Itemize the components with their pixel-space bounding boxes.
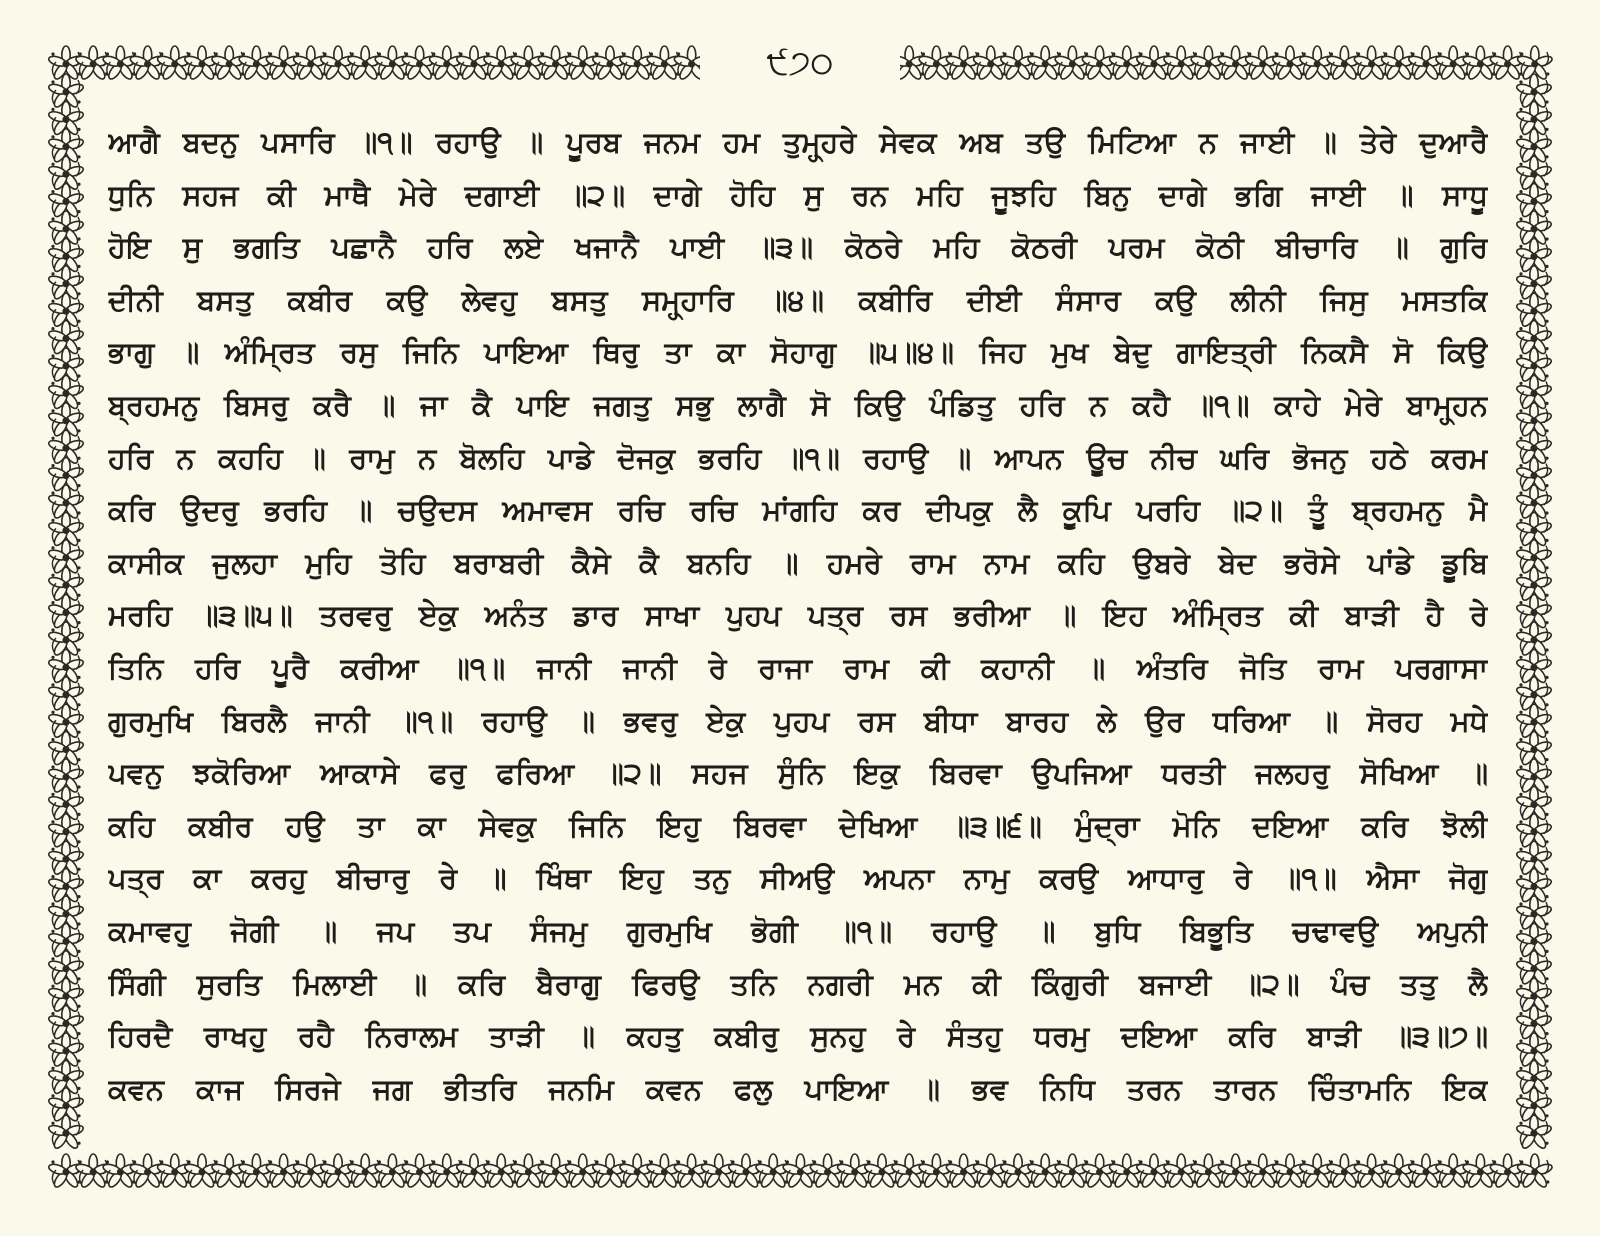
floral-ornament-icon <box>48 1115 85 1150</box>
floral-ornament-icon <box>1516 1154 1553 1189</box>
verse-line: ਬ੍ਰਹਮਨੁ ਬਿਸਰੁ ਕਰੈ ॥ ਜਾ ਕੈ ਪਾਇ ਜਗਤੁ ਸਭੁ ਲਾਗੈ ਸੋ ਕਿਉ ਪੰਡਿਤੁ ਹਰਿ ਨ ਕਹੈ ॥੧॥ ਕਾਹੇ ਮੇਰੇ ਬਾਮ੍ਹ੍ਹਨ <box>108 387 1488 422</box>
verse-line: ਹਰਿ ਨ ਕਹਹਿ ॥ ਰਾਮੁ ਨ ਬੋਲਹਿ ਪਾਡੇ ਦੋਜਕੁ ਭਰਹਿ ॥੧॥ ਰਹਾਉ ॥ ਆਪਨ ਊਚ ਨੀਚ ਘਰਿ ਭੋਜਨੁ ਹਠੇ ਕਰਮ <box>108 440 1488 475</box>
verse-line: ਹੋਇ ਸੁ ਭਗਤਿ ਪਛਾਨੈ ਹਰਿ ਲਏ ਖਜਾਨੈ ਪਾਈ ॥੩॥ ਕੋਠਰੇ ਮਹਿ ਕੋਠਰੀ ਪਰਮ ਕੋਠੀ ਬੀਚਾਰਿ ॥ ਗੁਰਿ <box>108 230 1488 265</box>
verse-line: ਦੀਨੀ ਬਸਤੁ ਕਬੀਰ ਕਉ ਲੇਵਹੁ ਬਸਤੁ ਸਮ੍ਹ੍ਹਾਰਿ ॥੪॥ ਕਬੀਰਿ ਦੀਈ ਸੰਸਾਰ ਕਉ ਲੀਨੀ ਜਿਸੁ ਮਸਤਕਿ <box>108 282 1488 317</box>
verse-line: ਤਿਨਿ ਹਰਿ ਪੂਰੈ ਕਰੀਆ ॥੧॥ ਜਾਨੀ ਜਾਨੀ ਰੇ ਰਾਜਾ ਰਾਮ ਕੀ ਕਹਾਨੀ ॥ ਅੰਤਰਿ ਜੋਤਿ ਰਾਮ ਪਰਗਾਸਾ <box>108 650 1488 685</box>
verse-line: ਕਹਿ ਕਬੀਰ ਹਉ ਤਾ ਕਾ ਸੇਵਕੁ ਜਿਨਿ ਇਹੁ ਬਿਰਵਾ ਦੇਖਿਆ ॥੩॥੬॥ ਮੁੰਦ੍ਰਾ ਮੋਨਿ ਦਇਆ ਕਰਿ ਝੋਲੀ <box>108 808 1488 843</box>
verse-line: ਭਾਗੁ ॥ ਅੰਮ੍ਰਿਤ ਰਸੁ ਜਿਨਿ ਪਾਇਆ ਥਿਰੁ ਤਾ ਕਾ ਸੋਹਾਗੁ ॥੫॥੪॥ ਜਿਹ ਮੁਖ ਬੇਦੁ ਗਾਇਤ੍ਰੀ ਨਿਕਸੈ ਸੋ ਕਿਉ <box>108 335 1488 370</box>
floral-ornament-icon <box>1516 1115 1553 1150</box>
verse-line: ਕਾਸੀਕ ਜੁਲਹਾ ਮੁਹਿ ਤੋਹਿ ਬਰਾਬਰੀ ਕੈਸੇ ਕੈ ਬਨਹਿ ॥ ਹਮਰੇ ਰਾਮ ਨਾਮ ਕਹਿ ਉਬਰੇ ਬੇਦ ਭਰੋਸੇ ਪਾਂਡੇ ਡੂਬਿ <box>108 545 1488 580</box>
verse-line: ਕਮਾਵਹੁ ਜੋਗੀ ॥ ਜਪ ਤਪ ਸੰਜਮੁ ਗੁਰਮੁਖਿ ਭੋਗੀ ॥੧॥ ਰਹਾਉ ॥ ਬੁਧਿ ਬਿਭੂਤਿ ਚਢਾਵਉ ਅਪੁਨੀ <box>108 913 1488 948</box>
verse-line: ਆਗੈ ਬਦਨੁ ਪਸਾਰਿ ॥੧॥ ਰਹਾਉ ॥ ਪੂਰਬ ਜਨਮ ਹਮ ਤੁਮ੍ਹ੍ਹਰੇ ਸੇਵਕ ਅਬ ਤਉ ਮਿਟਿਆ ਨ ਜਾਈ ॥ ਤੇਰੇ ਦੁਆਰੈ <box>108 125 1488 159</box>
verse-line: ਮਰਹਿ ॥੩॥੫॥ ਤਰਵਰੁ ਏਕੁ ਅਨੰਤ ਡਾਰ ਸਾਖਾ ਪੁਹਪ ਪਤ੍ਰ ਰਸ ਭਰੀਆ ॥ ਇਹ ਅੰਮ੍ਰਿਤ ਕੀ ਬਾੜੀ ਹੈ ਰੇ <box>108 598 1488 633</box>
page-number: ੯੭੦ <box>700 38 900 88</box>
verse-line: ਧੁਨਿ ਸਹਜ ਕੀ ਮਾਥੈ ਮੇਰੇ ਦਗਾਈ ॥੨॥ ਦਾਗੇ ਹੋਹਿ ਸੁ ਰਨ ਮਹਿ ਜੂਝਹਿ ਬਿਨੁ ਦਾਗੇ ਭਗਿ ਜਾਈ ॥ ਸਾਧੂ <box>108 177 1488 212</box>
verse-line: ਪਤ੍ਰ ਕਾ ਕਰਹੁ ਬੀਚਾਰੁ ਰੇ ॥ ਖਿੰਥਾ ਇਹੁ ਤਨੁ ਸੀਅਉ ਅਪਨਾ ਨਾਮੁ ਕਰਉ ਆਧਾਰੁ ਰੇ ॥੧॥ ਐਸਾ ਜੋਗੁ <box>108 861 1488 896</box>
scripture-text <box>108 116 1488 1116</box>
verse-line: ਕਵਨ ਕਾਜ ਸਿਰਜੇ ਜਗ ਭੀਤਰਿ ਜਨਮਿ ਕਵਨ ਫਲੁ ਪਾਇਆ ॥ ਭਵ ਨਿਧਿ ਤਰਨ ਤਾਰਨ ਚਿੰਤਾਮਨਿ ਇਕ <box>108 1071 1488 1106</box>
verse-line: ਸਿੰਗੀ ਸੁਰਤਿ ਮਿਲਾਈ ॥ ਕਰਿ ਬੈਰਾਗੁ ਫਿਰਉ ਤਨਿ ਨਗਰੀ ਮਨ ਕੀ ਕਿੰਗੁਰੀ ਬਜਾਈ ॥੨॥ ਪੰਚ ਤਤੁ ਲੈ <box>108 966 1488 1001</box>
verse-line: ਕਰਿ ਉਦਰੁ ਭਰਹਿ ॥ ਚਉਦਸ ਅਮਾਵਸ ਰਚਿ ਰਚਿ ਮਾਂਗਹਿ ਕਰ ਦੀਪਕੁ ਲੈ ਕੂਪਿ ਪਰਹਿ ॥੨॥ ਤੂੰ ਬ੍ਰਹਮਨੁ ਮੈ <box>108 493 1488 528</box>
verse-line: ਹਿਰਦੈ ਰਾਖਹੁ ਰਹੈ ਨਿਰਾਲਮ ਤਾੜੀ ॥ ਕਹਤੁ ਕਬੀਰੁ ਸੁਨਹੁ ਰੇ ਸੰਤਹੁ ਧਰਮੁ ਦਇਆ ਕਰਿ ਬਾੜੀ ॥੩॥੭॥ <box>108 1019 1488 1054</box>
verse-line: ਗੁਰਮੁਖਿ ਬਿਰਲੈ ਜਾਨੀ ॥੧॥ ਰਹਾਉ ॥ ਭਵਰੁ ਏਕੁ ਪੁਹਪ ਰਸ ਬੀਧਾ ਬਾਰਹ ਲੇ ਉਰ ਧਰਿਆ ॥ ਸੋਰਹ ਮਧੇ <box>108 703 1488 738</box>
verse-line: ਪਵਨੁ ਝਕੋਰਿਆ ਆਕਾਸੇ ਫਰੁ ਫਰਿਆ ॥੨॥ ਸਹਜ ਸੁੰਨਿ ਇਕੁ ਬਿਰਵਾ ਉਪਜਿਆ ਧਰਤੀ ਜਲਹਰੁ ਸੋਖਿਆ ॥ <box>108 756 1488 791</box>
